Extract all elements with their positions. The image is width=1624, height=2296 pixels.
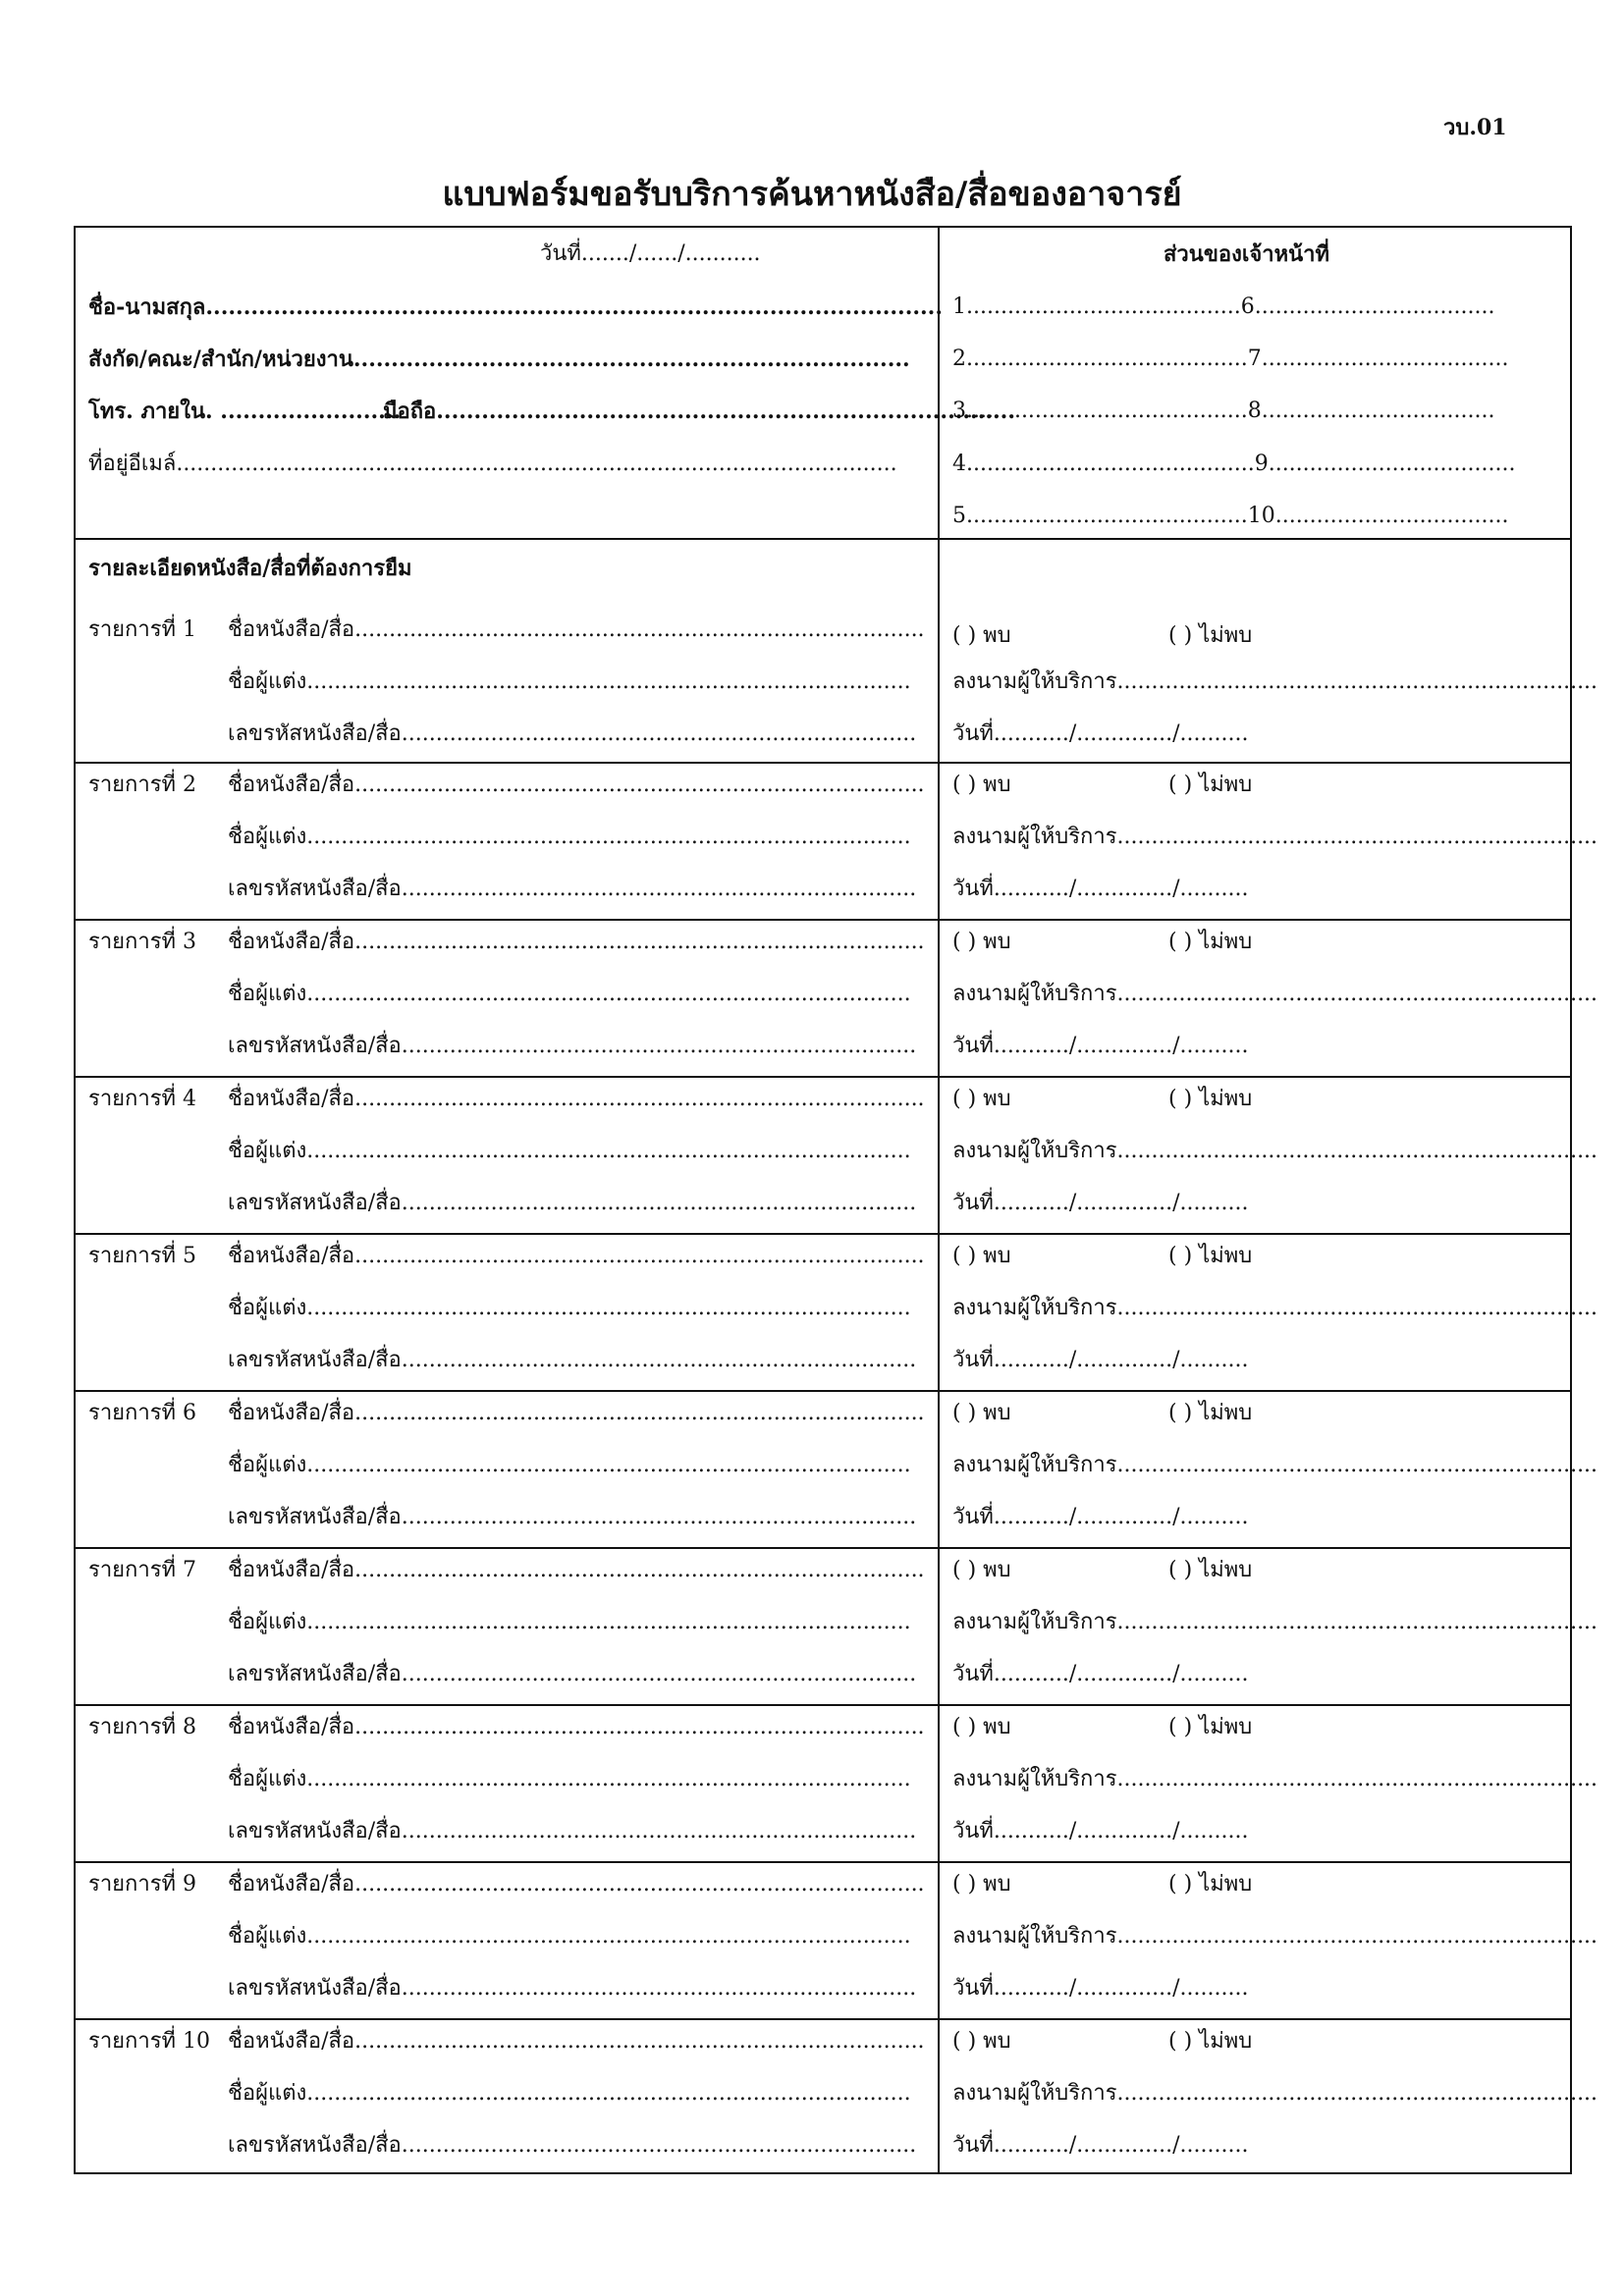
item-divider-3 — [74, 1076, 1572, 1078]
item-3-not-found-option[interactable]: ( ) ไม่พบ — [1168, 930, 1253, 954]
column-divider — [938, 226, 940, 2174]
item-5-code-field[interactable]: เลขรหัสหนังสือ/สื่อ........................................................................... — [228, 1348, 917, 1372]
item-3-found-option[interactable]: ( ) พบ — [952, 930, 1011, 954]
item-2-service-date-field[interactable]: วันที่.........../............../.......... — [952, 877, 1249, 901]
email-field[interactable]: ที่อยู่อีเมล์......................................................................................................... — [88, 452, 897, 476]
item-label-1: รายการที่ 1 — [88, 617, 197, 642]
item-10-service-date-field[interactable]: วันที่.........../............../.......... — [952, 2133, 1249, 2158]
item-8-author-field[interactable]: ชื่อผู้แต่ง........................................................................................ — [228, 1767, 911, 1791]
item-4-author-field[interactable]: ชื่อผู้แต่ง........................................................................................ — [228, 1139, 911, 1163]
item-1-not-found-option[interactable]: ( ) ไม่พบ — [1168, 623, 1253, 648]
item-divider-1 — [74, 762, 1572, 764]
item-6-not-found-option[interactable]: ( ) ไม่พบ — [1168, 1401, 1253, 1425]
item-1-found-option[interactable]: ( ) พบ — [952, 623, 1011, 648]
item-label-5: รายการที่ 5 — [88, 1244, 197, 1268]
item-7-not-found-option[interactable]: ( ) ไม่พบ — [1168, 1558, 1253, 1582]
item-8-found-option[interactable]: ( ) พบ — [952, 1715, 1011, 1739]
item-5-found-option[interactable]: ( ) พบ — [952, 1244, 1011, 1268]
item-2-not-found-option[interactable]: ( ) ไม่พบ — [1168, 773, 1253, 797]
item-8-not-found-option[interactable]: ( ) ไม่พบ — [1168, 1715, 1253, 1739]
staff-line-2[interactable]: 2.........................................7.................................... — [952, 347, 1509, 371]
item-6-service-date-field[interactable]: วันที่.........../............../.......... — [952, 1505, 1249, 1529]
item-10-not-found-option[interactable]: ( ) ไม่พบ — [1168, 2029, 1253, 2054]
item-4-service-date-field[interactable]: วันที่.........../............../.......... — [952, 1191, 1249, 1215]
item-7-book-title-field[interactable]: ชื่อหนังสือ/สื่อ................................................................................... — [228, 1558, 925, 1582]
item-9-found-option[interactable]: ( ) พบ — [952, 1872, 1011, 1896]
item-9-code-field[interactable]: เลขรหัสหนังสือ/สื่อ........................................................................... — [228, 1976, 917, 2001]
item-1-service-date-field[interactable]: วันที่.........../............../.......... — [952, 721, 1249, 746]
item-10-found-option[interactable]: ( ) พบ — [952, 2029, 1011, 2054]
item-3-author-field[interactable]: ชื่อผู้แต่ง........................................................................................ — [228, 982, 911, 1006]
item-6-author-field[interactable]: ชื่อผู้แต่ง........................................................................................ — [228, 1453, 911, 1477]
item-2-code-field[interactable]: เลขรหัสหนังสือ/สื่อ........................................................................... — [228, 877, 917, 901]
item-label-8: รายการที่ 8 — [88, 1715, 197, 1739]
form-title: แบบฟอร์มขอรับบริการค้นหาหนังสือ/สื่อของอาจารย์ — [442, 175, 1182, 214]
item-label-9: รายการที่ 9 — [88, 1872, 197, 1896]
mobile-label: มือถือ............................................................................. — [383, 399, 1016, 424]
item-2-signature-field[interactable]: ลงนามผู้ให้บริการ...................................................................... — [952, 825, 1598, 849]
item-divider-2 — [74, 919, 1572, 921]
item-6-code-field[interactable]: เลขรหัสหนังสือ/สื่อ........................................................................... — [228, 1505, 917, 1529]
item-4-not-found-option[interactable]: ( ) ไม่พบ — [1168, 1087, 1253, 1111]
item-9-author-field[interactable]: ชื่อผู้แต่ง........................................................................................ — [228, 1924, 911, 1949]
item-3-signature-field[interactable]: ลงนามผู้ให้บริการ...................................................................... — [952, 982, 1598, 1006]
item-divider-4 — [74, 1233, 1572, 1235]
item-4-found-option[interactable]: ( ) พบ — [952, 1087, 1011, 1111]
item-7-author-field[interactable]: ชื่อผู้แต่ง........................................................................................ — [228, 1610, 911, 1634]
item-1-code-field[interactable]: เลขรหัสหนังสือ/สื่อ........................................................................... — [228, 721, 917, 746]
item-3-book-title-field[interactable]: ชื่อหนังสือ/สื่อ................................................................................... — [228, 930, 925, 954]
item-7-signature-field[interactable]: ลงนามผู้ให้บริการ...................................................................... — [952, 1610, 1598, 1634]
item-8-code-field[interactable]: เลขรหัสหนังสือ/สื่อ........................................................................... — [228, 1819, 917, 1843]
item-5-signature-field[interactable]: ลงนามผู้ให้บริการ...................................................................... — [952, 1296, 1598, 1320]
item-5-not-found-option[interactable]: ( ) ไม่พบ — [1168, 1244, 1253, 1268]
item-9-not-found-option[interactable]: ( ) ไม่พบ — [1168, 1872, 1253, 1896]
item-10-book-title-field[interactable]: ชื่อหนังสือ/สื่อ................................................................................... — [228, 2029, 925, 2054]
item-6-found-option[interactable]: ( ) พบ — [952, 1401, 1011, 1425]
item-7-found-option[interactable]: ( ) พบ — [952, 1558, 1011, 1582]
item-10-author-field[interactable]: ชื่อผู้แต่ง........................................................................................ — [228, 2081, 911, 2106]
item-9-signature-field[interactable]: ลงนามผู้ให้บริการ...................................................................... — [952, 1924, 1598, 1949]
mobile-field[interactable] — [383, 400, 1015, 423]
form-code: วบ.01 — [1443, 115, 1507, 140]
item-divider-8 — [74, 1861, 1572, 1863]
item-5-book-title-field[interactable]: ชื่อหนังสือ/สื่อ................................................................................... — [228, 1244, 925, 1268]
item-label-6: รายการที่ 6 — [88, 1401, 197, 1425]
item-3-service-date-field[interactable]: วันที่.........../............../.......... — [952, 1034, 1249, 1058]
item-8-service-date-field[interactable]: วันที่.........../............../.......... — [952, 1819, 1249, 1843]
staff-line-3[interactable]: 3.........................................8.................................. — [952, 399, 1495, 423]
item-5-service-date-field[interactable]: วันที่.........../............../.......... — [952, 1348, 1249, 1372]
item-4-code-field[interactable]: เลขรหัสหนังสือ/สื่อ........................................................................... — [228, 1191, 917, 1215]
item-10-code-field[interactable]: เลขรหัสหนังสือ/สื่อ........................................................................... — [228, 2133, 917, 2158]
header-divider — [74, 538, 1572, 540]
item-2-author-field[interactable]: ชื่อผู้แต่ง........................................................................................ — [228, 825, 911, 849]
item-1-signature-field[interactable]: ลงนามผู้ให้บริการ...................................................................... — [952, 669, 1598, 694]
item-8-book-title-field[interactable]: ชื่อหนังสือ/สื่อ................................................................................... — [228, 1715, 925, 1739]
phone-label: โทร. ภายใน. ........................ — [88, 399, 402, 424]
item-divider-6 — [74, 1547, 1572, 1549]
item-1-author-field[interactable]: ชื่อผู้แต่ง........................................................................................ — [228, 669, 911, 694]
item-1-book-title-field[interactable]: ชื่อหนังสือ/สื่อ................................................................................... — [228, 617, 925, 642]
item-divider-9 — [74, 2018, 1572, 2020]
item-6-book-title-field[interactable]: ชื่อหนังสือ/สื่อ................................................................................... — [228, 1401, 925, 1425]
item-divider-7 — [74, 1704, 1572, 1706]
item-label-2: รายการที่ 2 — [88, 773, 197, 797]
item-label-10: รายการที่ 10 — [88, 2029, 211, 2054]
item-4-book-title-field[interactable]: ชื่อหนังสือ/สื่อ................................................................................... — [228, 1087, 925, 1111]
item-7-code-field[interactable]: เลขรหัสหนังสือ/สื่อ........................................................................... — [228, 1662, 917, 1686]
affiliation-label: สังกัด/คณะ/สำนัก/หน่วยงาน.......................................................................... — [88, 347, 910, 372]
phone-field[interactable] — [88, 400, 401, 423]
item-2-book-title-field[interactable]: ชื่อหนังสือ/สื่อ................................................................................... — [228, 773, 925, 797]
item-4-signature-field[interactable]: ลงนามผู้ให้บริการ...................................................................... — [952, 1139, 1598, 1163]
details-section-title: รายละเอียดหนังสือ/สื่อที่ต้องการยืม — [88, 556, 412, 581]
item-10-signature-field[interactable]: ลงนามผู้ให้บริการ...................................................................... — [952, 2081, 1598, 2106]
item-8-signature-field[interactable]: ลงนามผู้ให้บริการ...................................................................... — [952, 1767, 1598, 1791]
affiliation-field[interactable] — [88, 348, 910, 371]
staff-line-5[interactable]: 5.........................................10.................................. — [952, 504, 1509, 528]
staff-line-4[interactable]: 4..........................................9.................................... — [952, 452, 1516, 476]
item-label-7: รายการที่ 7 — [88, 1558, 197, 1582]
name-field[interactable] — [88, 296, 943, 319]
item-2-found-option[interactable]: ( ) พบ — [952, 773, 1011, 797]
staff-section-title: ส่วนของเจ้าหน้าที่ — [1164, 241, 1329, 267]
item-divider-5 — [74, 1390, 1572, 1392]
item-label-4: รายการที่ 4 — [88, 1087, 197, 1111]
item-6-signature-field[interactable]: ลงนามผู้ให้บริการ...................................................................... — [952, 1453, 1598, 1477]
item-7-service-date-field[interactable]: วันที่.........../............../.......... — [952, 1662, 1249, 1686]
item-label-3: รายการที่ 3 — [88, 930, 197, 954]
name-label: ชื่อ-นามสกุล.................................................................................................. — [88, 294, 943, 320]
item-3-code-field[interactable]: เลขรหัสหนังสือ/สื่อ........................................................................... — [228, 1034, 917, 1058]
date-field[interactable]: วันที่......./....../........... — [540, 241, 761, 266]
item-9-service-date-field[interactable]: วันที่.........../............../.......... — [952, 1976, 1249, 2001]
item-5-author-field[interactable]: ชื่อผู้แต่ง........................................................................................ — [228, 1296, 911, 1320]
item-9-book-title-field[interactable]: ชื่อหนังสือ/สื่อ................................................................................... — [228, 1872, 925, 1896]
staff-line-1[interactable]: 1........................................6................................... — [952, 294, 1495, 319]
